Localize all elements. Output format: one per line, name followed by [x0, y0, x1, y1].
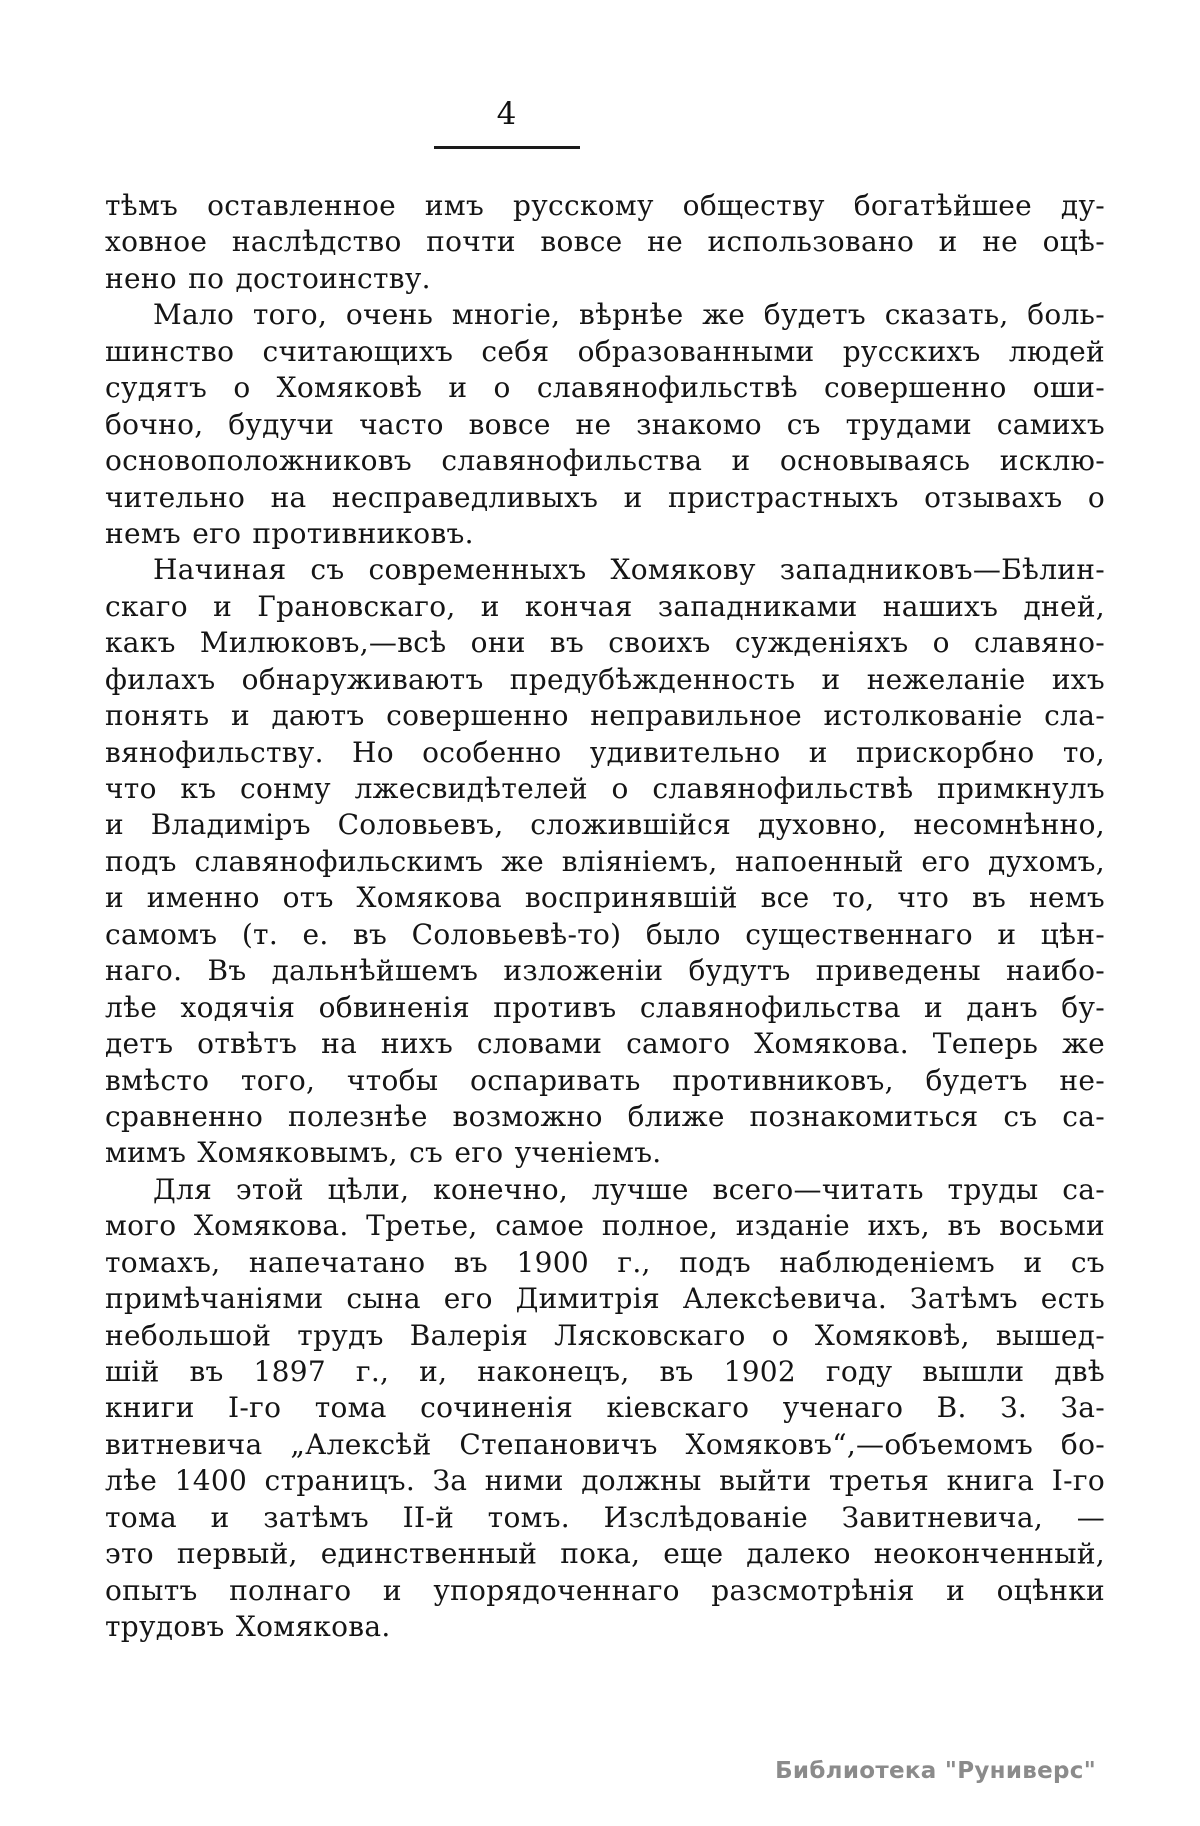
text-line: небольшой трудъ Валерія Лясковскаго о Хомяковѣ, вышед- — [105, 1318, 1105, 1352]
text-line: ховное наслѣдство почти вовсе не использовано и не оцѣ- — [105, 225, 1105, 259]
text-line: судятъ о Хомяковѣ и о славянофильствѣ совершенно оши- — [105, 371, 1105, 405]
text-line: самомъ (т. е. въ Соловьевѣ-то) было существеннаго и цѣн- — [105, 917, 1105, 951]
text-line: какъ Милюковъ,—всѣ они въ своихъ сужденіяхъ о славяно- — [105, 626, 1105, 660]
text-line: лѣе 1400 страницъ. За ними должны выйти третья книга I-го — [105, 1464, 1105, 1498]
text-line: немъ его противниковъ. — [105, 516, 474, 550]
text-line: нено по достоинству. — [105, 261, 431, 295]
text-line: опытъ полнаго и упорядоченнаго разсмотрѣнія и оцѣнки — [105, 1573, 1105, 1607]
text-line: чительно на несправедливыхъ и пристрастныхъ отзывахъ о — [105, 480, 1105, 514]
page-header — [427, 96, 587, 149]
text-block — [105, 188, 1105, 1646]
text-line: тома и затѣмъ II-й томъ. Изслѣдованіе Завитневича, — — [105, 1500, 1105, 1534]
text-line: филахъ обнаруживаютъ предубѣжденность и нежеланіе ихъ — [105, 662, 1105, 696]
text-line: мимъ Хомяковымъ, съ его ученіемъ. — [105, 1136, 662, 1170]
text-line: шинство считающихъ себя образованными русскихъ людей — [105, 334, 1105, 368]
text-line: лѣе ходячія обвиненія противъ славянофильства и данъ бу- — [105, 990, 1105, 1024]
text-line: бочно, будучи часто вовсе не знакомо съ трудами самихъ — [105, 407, 1105, 441]
text-line: вмѣсто того, чтобы оспаривать противниковъ, будетъ не- — [105, 1063, 1105, 1097]
text-line: и именно отъ Хомякова воспринявшій все то, что въ немъ — [105, 881, 1105, 915]
text-line: Начиная съ современныхъ Хомякову западниковъ—Бѣлин- — [153, 553, 1105, 587]
text-line: детъ отвѣтъ на нихъ словами самого Хомякова. Теперь же — [105, 1027, 1105, 1061]
text-line: мого Хомякова. Третье, самое полное, изданіе ихъ, въ восьми — [105, 1209, 1105, 1243]
text-line: что къ сонму лжесвидѣтелей о славянофильствѣ примкнулъ — [105, 772, 1105, 805]
text-line: и Владиміръ Соловьевъ, сложившійся духовно, несомнѣнно, — [105, 808, 1105, 842]
text-line: наго. Въ дальнѣйшемъ изложеніи будутъ приведены наибо- — [105, 954, 1105, 988]
library-watermark: Библиотека "Руниверс" — [775, 1758, 1096, 1784]
page-number: 4 — [496, 96, 518, 132]
text-line: примѣчаніями сына его Димитрія Алексѣевича. Затѣмъ есть — [105, 1282, 1105, 1316]
text-line: томахъ, напечатано въ 1900 г., подъ наблюденіемъ и съ — [105, 1245, 1105, 1279]
text-line: это первый, единственный пока, еще далеко неоконченный, — [105, 1537, 1105, 1571]
text-line: шій въ 1897 г., и, наконецъ, въ 1902 году вышли двѣ — [105, 1355, 1105, 1388]
header-rule — [434, 146, 580, 149]
text-line: тѣмъ оставленное имъ русскому обществу богатѣйшее ду- — [105, 189, 1105, 222]
text-line: скаго и Грановскаго, и кончая западниками нашихъ дней, — [105, 589, 1105, 623]
text-line: основоположниковъ славянофильства и основываясь исклю- — [105, 444, 1105, 478]
text-line: витневича „Алексѣй Степановичъ Хомяковъ“,—объемомъ бо- — [105, 1427, 1105, 1461]
text-line: сравненно полезнѣе возможно ближе познакомиться съ са- — [105, 1099, 1105, 1133]
text-line: Для этой цѣли, конечно, лучше всего—читать труды са- — [153, 1172, 1105, 1206]
text-line: трудовъ Хомякова. — [105, 1610, 391, 1644]
text-line: вянофильству. Но особенно удивительно и прискорбно то, — [105, 735, 1105, 769]
text-line: подъ славянофильскимъ же вліяніемъ, напоенный его духомъ, — [105, 844, 1105, 878]
text-line: книги I-го тома сочиненія кіевскаго ученаго В. З. За- — [105, 1391, 1105, 1425]
text-line: Мало того, очень многіе, вѣрнѣе же будетъ сказать, боль- — [153, 298, 1105, 332]
text-line: понять и даютъ совершенно неправильное истолкованіе сла- — [105, 699, 1105, 733]
